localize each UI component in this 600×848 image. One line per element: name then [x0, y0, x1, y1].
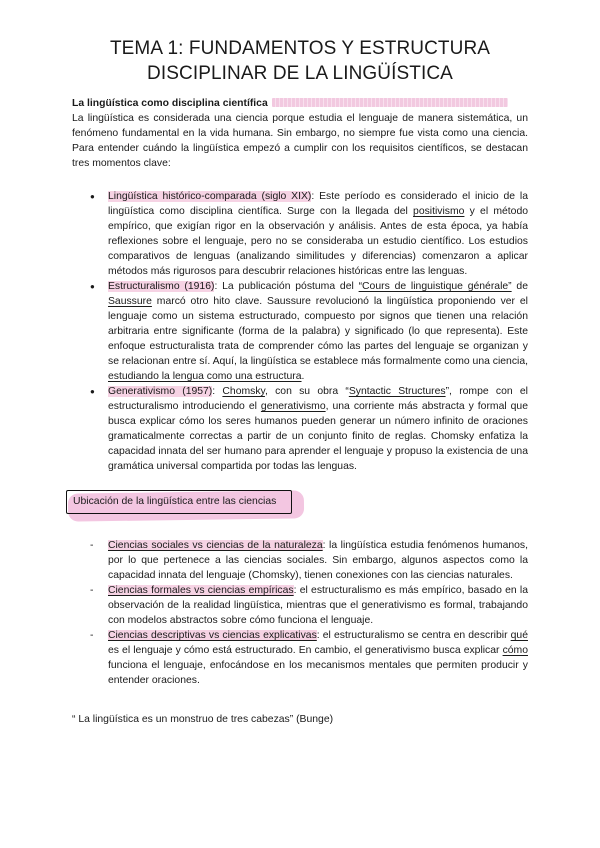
section-ubicacion [72, 538, 528, 688]
underlined-text: positivismo [413, 206, 465, 217]
underlined-text: Chomsky [222, 386, 265, 397]
list-item: ● Generativismo (1957): Chomsky, con su obra “Syntactic Structures”, rompe con el estructuralismo introduciendo el generativismo, una corriente más abstracta y formal que busca explicar cómo los seres humanos pueden generar un número infinito de oraciones gramaticalmente correctas a partir de un conjunto finito de reglas. Chomsky enfatiza la capacidad innata del ser humano para aprender el lenguaje y propuso la existencia de una gramática universal compartida por todas las lenguas. [72, 384, 528, 474]
title-line-1: TEMA 1: FUNDAMENTOS Y ESTRUCTURA [109, 38, 491, 59]
section-disciplina [72, 96, 528, 474]
item-term: Ciencias sociales vs ciencias de la naturaleza [108, 540, 323, 551]
underlined-text: Saussure [108, 296, 152, 307]
section-heading-text: La lingüística como disciplina científica [72, 98, 268, 109]
list-item: ● Lingüística histórico-comparada (siglo XIX): Este período es considerado el inicio de la lingüística como disciplina científica. Surge con la llegada del positivismo y el método empírico, que exigían rigor en la observación y análisis. Antes de esta época, ya había reflexiones sobre el lenguaje, pero no se consideraba un estudio científico. Los estudios comparativos de lenguas (analizando similitudes y diferencias) comenzaron a aplicar métodos más rigurosos para descubrir relaciones históricas entre las lenguas. [72, 189, 528, 279]
item-term: Estructuralismo (1916) [108, 281, 215, 292]
list-item: ● Estructuralismo (1916): La publicación póstuma del “Cours de linguistique générale” de Saussure marcó otro hito clave. Saussure revolucionó la lingüística proponiendo ver el lenguaje como un sistema estructurado, compuesto por signos que tienen una relación arbitraria entre significante (forma de la palabra) y significado (lo que representa). Este enfoque estructuralista trata de comprender cómo las partes del lenguaje se organizan y se relacionan entre sí. Aquí, la lingüística se establece más formalmente como una ciencia, estudiando la lengua como una estructura. [72, 279, 528, 384]
item-term: Generativismo (1957) [108, 386, 213, 397]
underlined-text: cómo [502, 645, 528, 656]
underlined-text: “Cours de linguistique générale” [358, 281, 512, 292]
sciences-list [72, 538, 528, 688]
list-item: - Ciencias descriptivas vs ciencias explicativas: el estructuralismo se centra en describir qué es el lenguaje y cómo está estructurado. En cambio, el generativismo busca explicar cómo funciona el lenguaje, enfocándose en los mecanismos mentales que permiten producir y entender oraciones. [72, 628, 528, 688]
intro-paragraph: La lingüística es considerada una ciencia porque estudia el lenguaje de manera sistemática, un fenómeno fundamental en la vida humana. Sin embargo, no siempre fue vista como una ciencia. Para entender cuándo la lingüística empezó a cumplir con los requisitos científicos, se destacan tres momentos clave: [72, 113, 528, 169]
underlined-text: Syntactic Structures [348, 386, 446, 397]
section-heading [72, 96, 528, 111]
title-line-2: DISCIPLINAR DE LA LINGÜÍSTICA [147, 63, 453, 84]
section-heading-text: Ubicación de la lingüística entre las ciencias [66, 490, 292, 514]
underlined-text: generativismo [260, 401, 326, 412]
closing-quote: “ La lingüística es un monstruo de tres cabezas” (Bunge) [72, 714, 334, 725]
key-moments-list [72, 189, 528, 474]
item-term: Ciencias descriptivas vs ciencias explicativas [108, 630, 317, 641]
item-term: Lingüística histórico-comparada (siglo XIX) [108, 191, 312, 202]
heading-highlight-mark [272, 98, 508, 107]
list-item: - Ciencias sociales vs ciencias de la naturaleza: la lingüística estudia fenómenos humanos, por lo que pertenece a las ciencias sociales. Sin embargo, algunos aspectos como la capacidad innata del lenguaje (Chomsky), tienen conexiones con las ciencias naturales. [72, 538, 528, 583]
section-heading-box [64, 488, 304, 522]
page-title [60, 36, 540, 86]
item-term: Ciencias formales vs ciencias empíricas [108, 585, 294, 596]
list-item: - Ciencias formales vs ciencias empíricas: el estructuralismo es más empírico, basado en la observación de la realidad lingüística, mientras que el generativismo es formal, trabajando con modelos abstractos sobre cómo funciona el lenguaje. [72, 583, 528, 628]
underlined-text: estudiando la lengua como una estructura [108, 371, 302, 382]
underlined-text: qué [510, 630, 528, 641]
